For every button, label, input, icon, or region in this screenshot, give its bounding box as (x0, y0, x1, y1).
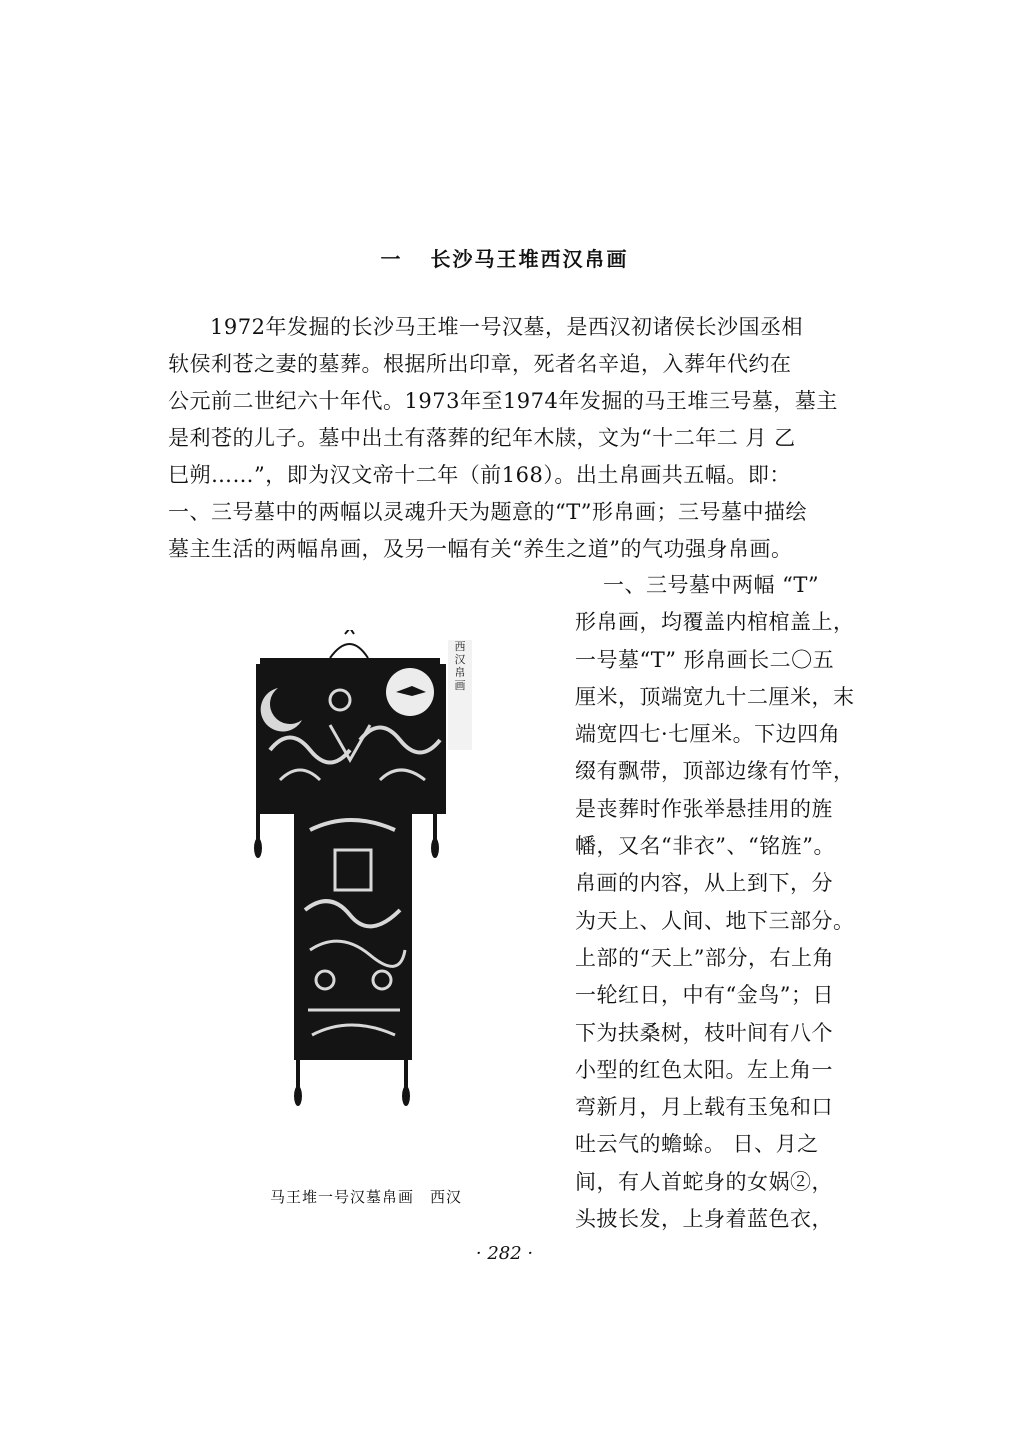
side-line: 弯新月，月上载有玉兔和口 (575, 1095, 833, 1120)
intro-line: 巳朔……”，即为汉文帝十二年（前168）。出土帛画共五幅。即： (168, 463, 791, 487)
figure-side-label (448, 640, 472, 750)
page-number: · 282 · (475, 1243, 534, 1264)
label-char: 帛 (454, 666, 466, 679)
side-line: 下为扶桑树，枝叶间有八个 (575, 1020, 833, 1045)
side-line: 幡，又名“非衣”、“铭旌”。 (575, 834, 835, 859)
side-line: 上部的“天上”部分，右上角 (575, 945, 834, 970)
intro-line: 墓主生活的两幅帛画，及另一幅有关“养生之道”的气功强身帛画。 (168, 537, 793, 561)
intro-line: 公元前二世纪六十年代。1973年至1974年发掘的马王堆三号墓，墓主 (168, 389, 838, 413)
side-line: 小型的红色太阳。左上角一 (575, 1057, 833, 1082)
side-line: 是丧葬时作张举悬挂用的旌 (575, 796, 833, 821)
side-line: 一号墓“T” 形帛画长二〇五 (575, 647, 835, 672)
label-char: 汉 (454, 653, 466, 666)
side-line: 缀有飘带，顶部边缘有竹竿， (575, 759, 855, 784)
side-line: 帛画的内容，从上到下，分 (575, 871, 833, 896)
side-line: 为天上、人间、地下三部分。 (575, 908, 855, 933)
section-title: 长沙马王堆西汉帛画 (430, 247, 629, 271)
intro-line: 是利苍的儿子。墓中出土有落葬的纪年木牍，文为“十二年二 月 乙 (168, 426, 796, 450)
side-line: 一轮红日，中有“金鸟”；日 (575, 983, 834, 1008)
side-paragraph (575, 567, 865, 1238)
figure-caption: 马王堆一号汉墓帛画 西汉 (270, 1188, 463, 1206)
side-line: 一、三号墓中两幅 “T” (603, 573, 820, 597)
label-char: 画 (454, 679, 466, 692)
label-char: 西 (454, 640, 466, 653)
section-heading (0, 243, 1009, 272)
side-line: 吐云气的蟾蜍。 日、月之 (575, 1132, 819, 1157)
silk-painting-photo (250, 630, 460, 1110)
intro-paragraph (168, 309, 868, 568)
side-line: 间，有人首蛇身的女娲②， (575, 1169, 833, 1194)
section-number: 一 (380, 247, 403, 271)
side-line: 头披长发，上身着蓝色衣， (575, 1207, 833, 1232)
side-line: 形帛画，均覆盖内棺棺盖上， (575, 610, 855, 635)
intro-line: 轪侯利苍之妻的墓葬。根据所出印章，死者名辛追，入葬年代约在 (168, 352, 792, 376)
side-line: 厘米，顶端宽九十二厘米，末 (575, 684, 855, 709)
t-shaped-banner-image (250, 630, 460, 1110)
intro-line: 一、三号墓中的两幅以灵魂升天为题意的“T”形帛画；三号墓中描绘 (168, 500, 807, 524)
intro-line: 1972年发掘的长沙马王堆一号汉墓，是西汉初诸侯长沙国丞相 (210, 315, 803, 339)
side-line: 端宽四七·七厘米。下边四角 (575, 722, 841, 747)
